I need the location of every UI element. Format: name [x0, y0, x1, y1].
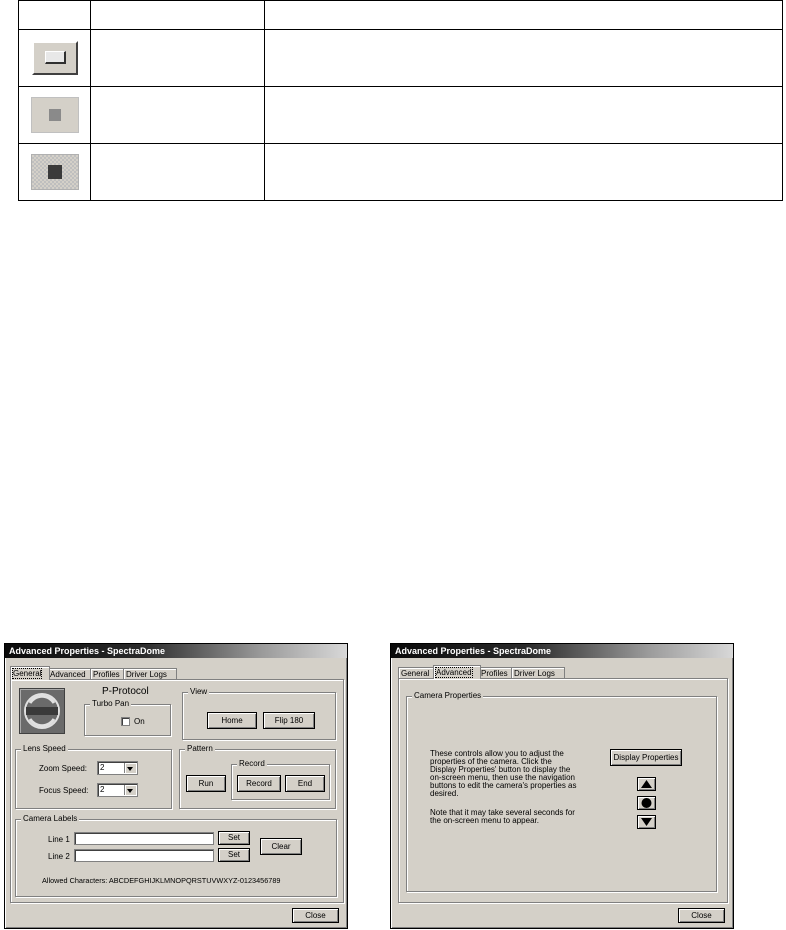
turbo-pan-checkbox[interactable] [121, 717, 130, 726]
table-header-cell [265, 1, 783, 30]
table-header-cell [19, 1, 91, 30]
line2-input[interactable] [74, 849, 214, 862]
note-line: Note that it may take several seconds for [430, 808, 575, 817]
table-cell [265, 144, 783, 201]
view-legend: View [190, 687, 208, 696]
advanced-properties-dialog-general [4, 643, 348, 929]
table-cell [265, 30, 783, 87]
display-properties-button[interactable]: Display Properties [610, 749, 682, 766]
flip-180-button[interactable]: Flip 180 [263, 712, 315, 729]
table-header-cell [91, 1, 265, 30]
tab-strip [10, 666, 340, 680]
tab-general[interactable]: General [10, 666, 50, 680]
camera-labels-legend: Camera Labels [23, 814, 78, 823]
set-line2-button[interactable]: Set [218, 848, 250, 862]
set-line1-button[interactable]: Set [218, 831, 250, 845]
instructions-line: buttons to edit the camera's properties as [430, 781, 577, 790]
nav-select-button[interactable] [637, 796, 656, 810]
tab-strip [398, 665, 728, 679]
protocol-label: P-Protocol [102, 686, 149, 697]
tab-profiles[interactable]: Profiles [478, 667, 514, 679]
pelco-logo [19, 688, 65, 734]
tab-panel [398, 678, 728, 903]
chevron-down-icon[interactable] [124, 785, 136, 795]
turbo-pan-group [84, 699, 171, 736]
triangle-down-icon [638, 816, 655, 828]
table-cell [265, 87, 783, 144]
tab-advanced[interactable]: Advanced [433, 665, 481, 679]
table-row [19, 144, 783, 201]
lens-speed-group [15, 744, 172, 809]
pelco-logo-icon [20, 689, 64, 733]
tab-advanced[interactable]: Advanced [47, 668, 93, 680]
focus-speed-label: Focus Speed: [39, 786, 89, 795]
table-row [19, 30, 783, 87]
focus-speed-select[interactable]: 2 [97, 783, 138, 797]
pattern-group [179, 744, 336, 809]
record-button[interactable]: Record [237, 775, 281, 792]
close-button[interactable]: Close [292, 908, 339, 923]
instructions-line: on-screen menu, then use the navigation [430, 773, 575, 782]
pressed-button-icon [31, 154, 79, 190]
table-cell [91, 144, 265, 201]
triangle-up-icon [638, 778, 655, 790]
turbo-pan-on-label: On [134, 717, 145, 726]
lens-speed-legend: Lens Speed [23, 744, 66, 753]
table-cell [91, 87, 265, 144]
record-group [231, 759, 330, 800]
instructions-line: desired. [430, 789, 459, 798]
turbo-pan-legend: Turbo Pan [92, 699, 130, 708]
home-button[interactable]: Home [207, 712, 257, 729]
view-group [182, 687, 336, 740]
tab-panel [10, 679, 344, 903]
chevron-down-icon[interactable] [124, 763, 136, 773]
dialog-title: Advanced Properties - SpectraDome [391, 644, 733, 658]
instructions-line: Display Properties' button to display the [430, 765, 571, 774]
record-legend: Record [239, 759, 265, 768]
note-line: the on-screen menu to appear. [430, 816, 539, 825]
instructions-line: These controls allow you to adjust the [430, 749, 564, 758]
close-button[interactable]: Close [678, 908, 725, 923]
nav-down-button[interactable] [637, 815, 656, 829]
instructions-line: properties of the camera. Click the [430, 757, 552, 766]
tab-general[interactable]: General [398, 667, 436, 679]
zoom-speed-label: Zoom Speed: [39, 764, 88, 773]
raised-button-icon [32, 41, 78, 75]
nav-up-button[interactable] [637, 777, 656, 791]
line2-label: Line 2 [48, 852, 70, 861]
table-cell [91, 30, 265, 87]
camera-properties-legend: Camera Properties [414, 691, 482, 700]
tab-driver-logs[interactable]: Driver Logs [123, 668, 177, 680]
table-row [19, 87, 783, 144]
flat-button-icon [31, 97, 79, 133]
line1-input[interactable] [74, 832, 214, 845]
camera-labels-group [15, 814, 337, 897]
advanced-properties-dialog-advanced [390, 643, 734, 929]
end-button[interactable]: End [285, 775, 325, 792]
tab-driver-logs[interactable]: Driver Logs [511, 667, 565, 679]
allowed-characters-text: Allowed Characters: ABCDEFGHIJKLMNOPQRSTUVWXYZ-0123456789 [42, 876, 281, 885]
circle-icon [638, 797, 655, 809]
button-states-table [18, 0, 783, 201]
zoom-speed-select[interactable]: 2 [97, 761, 138, 775]
line1-label: Line 1 [48, 835, 70, 844]
table-header-row [19, 1, 783, 30]
camera-properties-group [406, 691, 717, 892]
clear-button[interactable]: Clear [260, 838, 302, 855]
dialog-title: Advanced Properties - SpectraDome [5, 644, 347, 658]
pattern-legend: Pattern [187, 744, 213, 753]
run-button[interactable]: Run [186, 775, 226, 792]
tab-profiles[interactable]: Profiles [90, 668, 126, 680]
